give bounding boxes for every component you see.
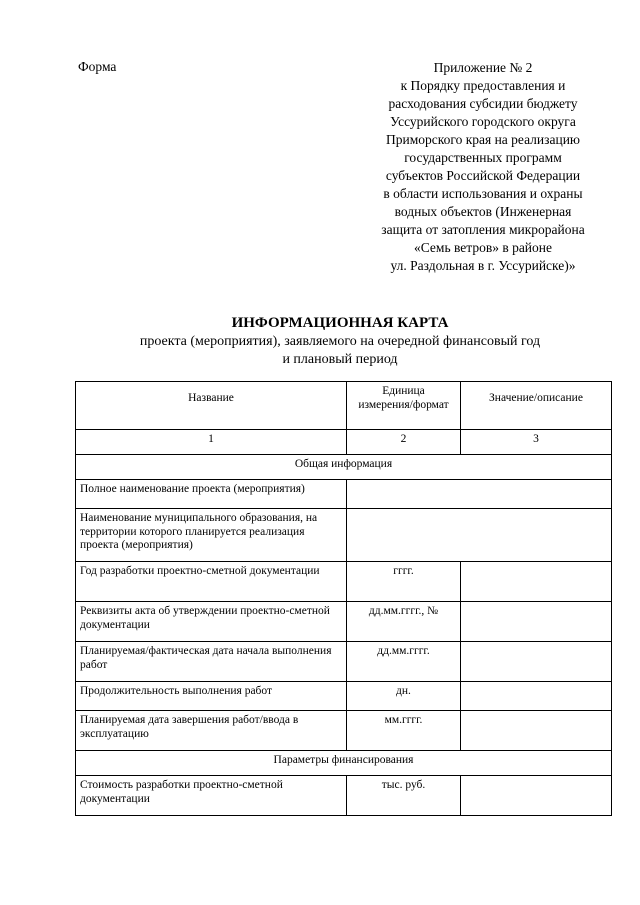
row-value-cell[interactable] bbox=[461, 711, 612, 751]
section-row bbox=[76, 455, 612, 480]
row-value-cell[interactable] bbox=[461, 562, 612, 602]
row-value-cell[interactable] bbox=[347, 509, 612, 562]
row-name: Планируемая/фактическая дата начала выполнения работ bbox=[76, 642, 347, 682]
appendix-block bbox=[354, 59, 612, 275]
row-name: Планируемая дата завершения работ/ввода в эксплуатацию bbox=[76, 711, 347, 751]
section-general: Общая информация bbox=[76, 455, 612, 480]
section-row bbox=[76, 751, 612, 776]
section-finance: Параметры финансирования bbox=[76, 751, 612, 776]
table-row bbox=[76, 480, 612, 509]
table-number-row bbox=[76, 430, 612, 455]
appendix-line: государственных программ bbox=[404, 150, 562, 165]
row-value-cell[interactable] bbox=[461, 682, 612, 711]
row-name: Наименование муниципального образования, на территории которого планируется реализация проекта (мероприятия) bbox=[76, 509, 347, 562]
header-unit bbox=[347, 382, 461, 430]
appendix-line: Приложение № 2 bbox=[433, 60, 533, 75]
document-subtitle-line1: проекта (мероприятия), заявляемого на очередной финансовый год bbox=[139, 334, 541, 349]
col-number: 1 bbox=[76, 430, 347, 455]
col-number: 2 bbox=[347, 430, 461, 455]
appendix-line: ул. Раздольная в г. Уссурийске)» bbox=[390, 258, 576, 273]
appendix-line: в области использования и охраны bbox=[383, 186, 583, 201]
row-name: Продолжительность выполнения работ bbox=[76, 682, 347, 711]
document-heading bbox=[60, 314, 620, 369]
appendix-line: «Семь ветров» в районе bbox=[413, 240, 553, 255]
header-unit-line1: Единица bbox=[382, 385, 425, 397]
appendix-line: Уссурийского городского округа bbox=[390, 114, 576, 129]
table-row bbox=[76, 602, 612, 642]
row-value-cell[interactable] bbox=[347, 480, 612, 509]
row-value-cell[interactable] bbox=[461, 642, 612, 682]
table-row bbox=[76, 682, 612, 711]
appendix-line: защита от затопления микрорайона bbox=[381, 222, 585, 237]
table-row bbox=[76, 776, 612, 816]
table-row bbox=[76, 562, 612, 602]
row-name: Реквизиты акта об утверждении проектно-сметной документации bbox=[76, 602, 347, 642]
appendix-line: Приморского края на реализацию bbox=[385, 132, 581, 147]
appendix-line: расходования субсидии бюджету bbox=[388, 96, 578, 111]
document-subtitle-line2: и плановый период bbox=[282, 352, 398, 367]
row-name: Полное наименование проекта (мероприятия) bbox=[76, 480, 347, 509]
table-row bbox=[76, 642, 612, 682]
row-unit: тыс. руб. bbox=[347, 776, 461, 816]
row-value-cell[interactable] bbox=[461, 776, 612, 816]
header-value: Значение/описание bbox=[461, 382, 612, 430]
appendix-line: к Порядку предоставления и bbox=[400, 78, 566, 93]
appendix-line: водных объектов (Инженерная bbox=[394, 204, 572, 219]
table-row bbox=[76, 711, 612, 751]
info-card-table bbox=[75, 381, 612, 816]
document-title: ИНФОРМАЦИОННАЯ КАРТА bbox=[231, 315, 449, 331]
form-label: Форма bbox=[78, 59, 117, 74]
table-header-row bbox=[76, 382, 612, 430]
header-unit-line2: измерения/формат bbox=[358, 398, 449, 411]
header-name: Название bbox=[76, 382, 347, 430]
row-unit: мм.гггг. bbox=[347, 711, 461, 751]
row-unit: дн. bbox=[347, 682, 461, 711]
row-unit: дд.мм.гггг., № bbox=[347, 602, 461, 642]
row-unit: дд.мм.гггг. bbox=[347, 642, 461, 682]
row-name: Год разработки проектно-сметной документации bbox=[76, 562, 347, 602]
row-name: Стоимость разработки проектно-сметной документации bbox=[76, 776, 347, 816]
row-value-cell[interactable] bbox=[461, 602, 612, 642]
appendix-line: субъектов Российской Федерации bbox=[385, 168, 581, 183]
col-number: 3 bbox=[461, 430, 612, 455]
table-row bbox=[76, 509, 612, 562]
row-unit: гггг. bbox=[347, 562, 461, 602]
